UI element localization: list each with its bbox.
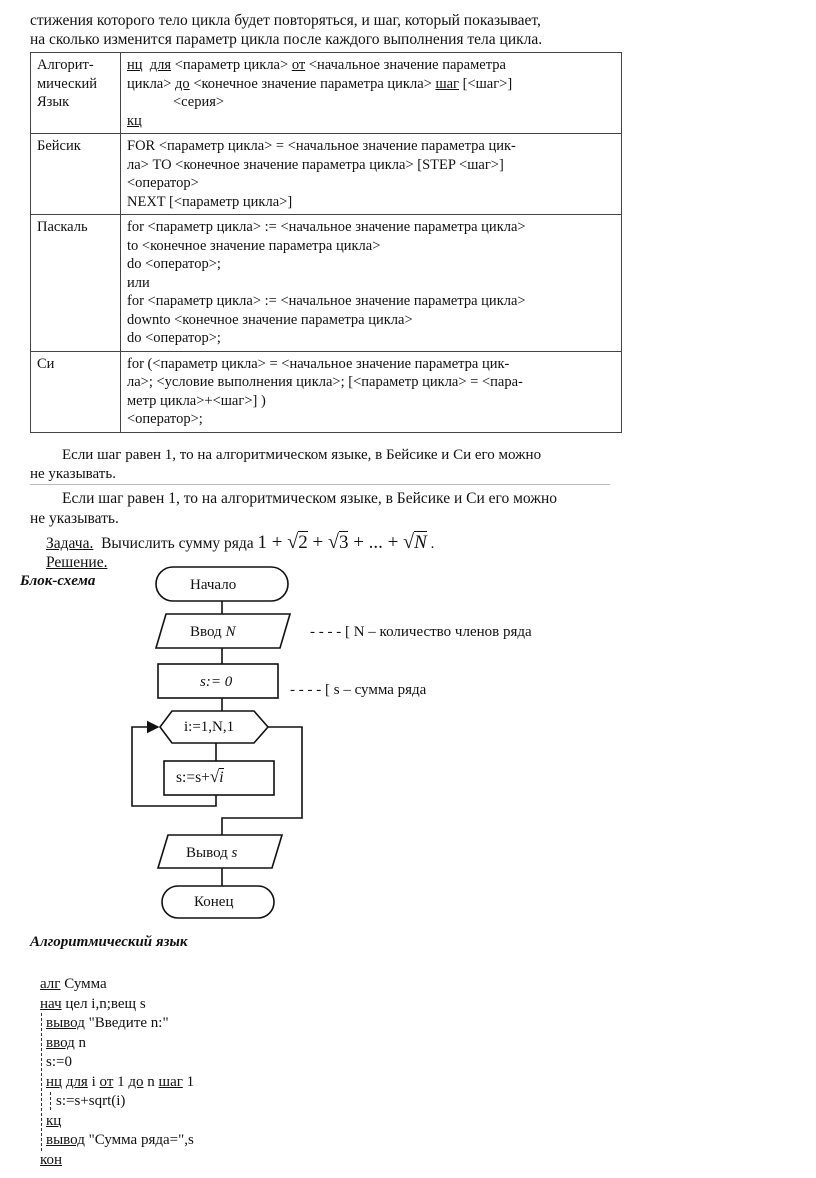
indent-guide [41,1013,42,1151]
loop-label: i:=1,N,1 [184,719,235,735]
code-line: алг Сумма [40,976,107,992]
lang-code-cell: FOR <параметр цикла> = <начальное значение параметра цик- ла> TO <конечное значение параметра цикла> [STEP <шаг>] <оператор> NEXT [<параметр цикла>] [121,134,622,215]
task-text: Вычислить сумму ряда [101,535,254,552]
input-comment: - - - - [ N – количество членов ряда [310,624,532,640]
divider [30,484,610,485]
algo-heading: Алгоритмический язык [30,934,188,950]
code-line: вывод "Введите n:" [46,1015,169,1031]
code-line: нц для i от 1 до n шаг 1 [46,1074,195,1090]
task-line [46,531,434,555]
code-line: кон [40,1152,63,1168]
start-label: Начало [190,577,237,593]
end-label: Конец [194,894,234,910]
init-label: s:= 0 [200,674,233,690]
task-label: Задача. [46,535,94,552]
table-row-c [31,351,622,432]
intro-line-2: на сколько изменится параметр цикла после каждого выполнения тела цикла. [30,31,543,48]
table-row-pascal [31,215,622,352]
code-line: ввод n [46,1035,87,1051]
intro-line-1: стижения которого тело цикла будет повторяться, и шаг, который показывает, [30,12,541,29]
code-line: нач цел i,n;вещ s [40,996,146,1012]
lang-code-cell: нц для <параметр цикла> от <начальное значение параметра цикла> до <конечное значение параметра цикла> шаг [<шаг>] <серия> кц [121,53,622,134]
code-line: вывод "Сумма ряда=",s [46,1132,194,1148]
solution-label: Решение. [46,554,108,571]
code-line: s:=0 [46,1054,72,1070]
lang-name-cell: Бейсик [31,134,121,215]
code-line: кц [46,1113,62,1129]
note-2-line-2: не указывать. [30,510,119,527]
lang-code-cell: for (<параметр цикла> = <начальное значение параметра цик- ла>; <условие выполнения цикла>; [<параметр цикла> = <пара- метр цикла>+<шаг>] ) <оператор>; [121,351,622,432]
body-label: s:=s+√i [176,767,224,786]
input-label: Ввод N [190,624,236,640]
note-1-line-2: не указывать. [30,466,116,482]
init-comment: - - - - [ s – сумма ряда [290,682,427,698]
indent-guide-inner [50,1092,51,1110]
loop-syntax-table [30,52,622,433]
flowchart [0,560,816,930]
table-row-algo [31,53,622,134]
lang-name-cell: Алгорит- мический Язык [31,53,121,134]
table-row-basic [31,134,622,215]
note-2-line-1: Если шаг равен 1, то на алгоритмическом языке, в Бейсике и Си его можно [62,490,558,507]
flowchart-heading: Блок-схема [20,573,96,589]
code-line: s:=s+sqrt(i) [56,1093,126,1109]
lang-name-cell: Си [31,351,121,432]
lang-code-cell: for <параметр цикла> := <начальное значение параметра цикла> to <конечное значение параметра цикла> do <оператор>; или for <параметр цикла> := <начальное значение параметра цикла> downto <конечное значение параметра цикла> do <оператор>; [121,215,622,352]
task-formula: 1 + √2 + √3 + ... + √N . [257,531,435,553]
note-1-line-1: Если шаг равен 1, то на алгоритмическом языке, в Бейсике и Си его можно [62,447,542,463]
output-label: Вывод s [186,845,238,861]
lang-name-cell: Паскаль [31,215,121,352]
